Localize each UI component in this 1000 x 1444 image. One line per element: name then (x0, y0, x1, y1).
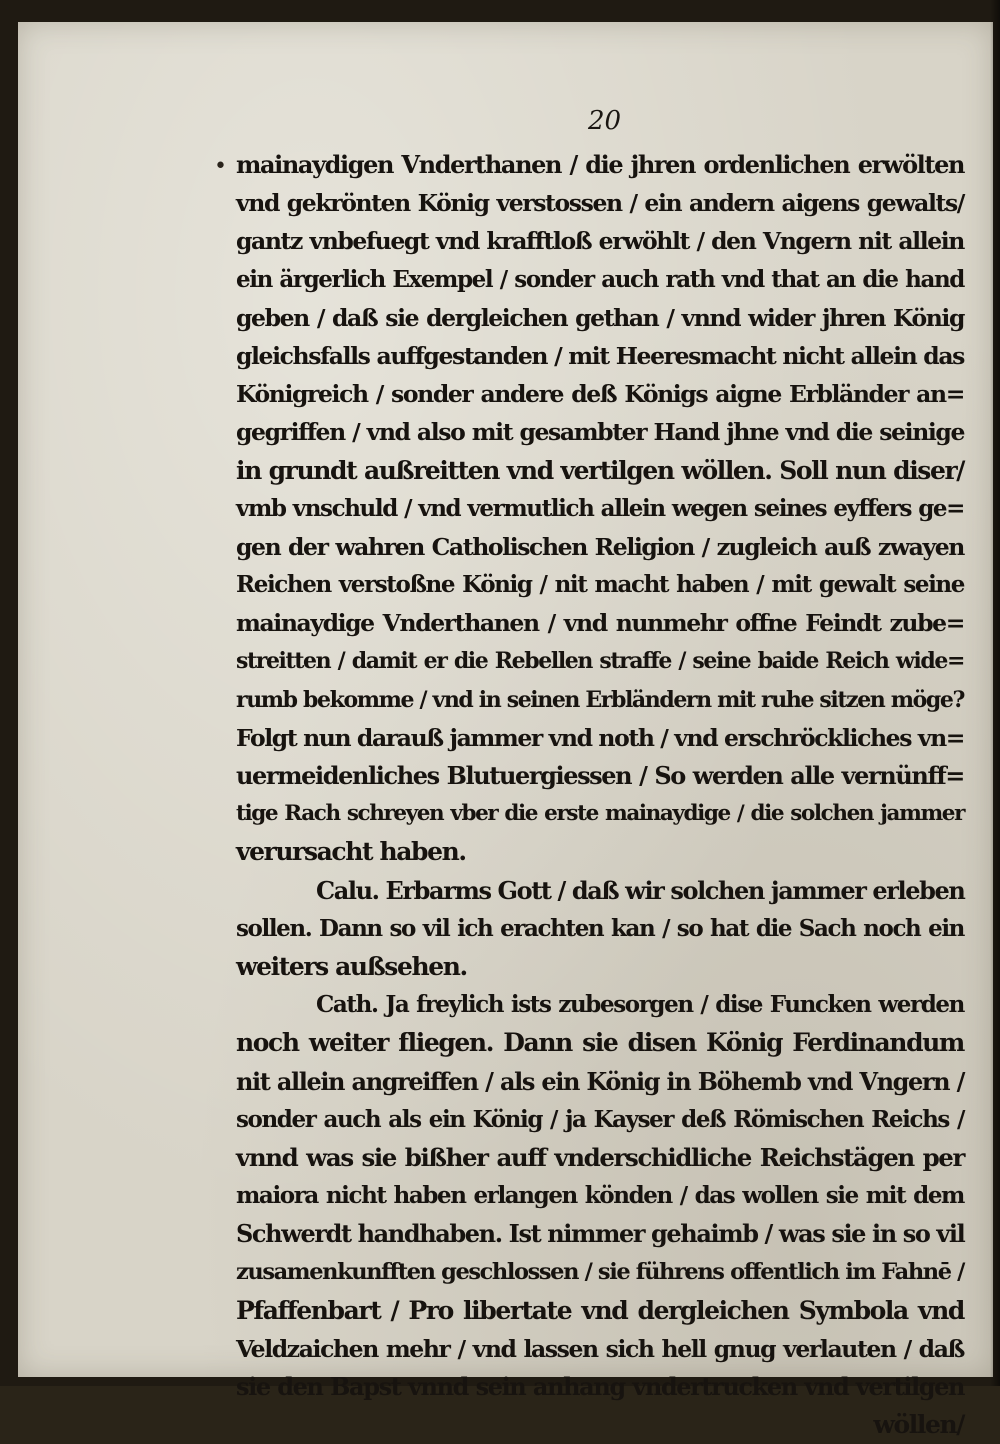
margin-mark: • (214, 154, 227, 179)
text-line: Pfaffenbart / Pro libertate vnd dergleichen Symbola vnd (236, 1295, 964, 1325)
text-line: Cath. Ja freylich ists zubesorgen / dise Funcken werden (316, 991, 964, 1019)
text-line: nit allein angreiffen / als ein König in Böhemb vnd Vngern / (236, 1066, 964, 1096)
catchword: wöllen/ (873, 1410, 964, 1440)
text-line: Calu. Erbarms Gott / daß wir solchen jammer erleben (316, 875, 965, 905)
text-line: mainaydige Vnderthanen / vnd nunmehr offne Feindt zube= (236, 609, 964, 638)
text-line: vmb vnschuld / vnd vermutlich allein wegen seines eyffers ge= (236, 494, 964, 522)
text-line: tige Rach schreyen vber die erste mainaydige / die solchen jammer (236, 801, 964, 827)
text-line: maiora nicht haben erlangen könden / das wollen sie mit dem (236, 1182, 964, 1210)
scan-edge-shadow (990, 0, 1000, 1386)
text-line: uermeidenliches Blutuergiessen / So werden alle vernünff= (236, 761, 964, 790)
text-line: rumb bekomme / vnd in seinen Erbländern mit ruhe sitzen möge? (236, 686, 964, 713)
text-line: Schwerdt handhaben. Ist nimmer gehaimb / was sie in so vil (236, 1219, 965, 1249)
text-line: streitten / damit er die Rebellen straffe / seine baide Reich wide= (236, 648, 964, 675)
body-text (236, 146, 964, 1444)
text-line: vnd gekrönten König verstossen / ein andern aigens gewalts/ (236, 189, 964, 218)
text-line: sie den Bapst vnnd sein anhang vndertrucken vnd vertilgen (236, 1372, 964, 1401)
text-line: verursacht haben. (236, 837, 466, 867)
text-line: gen der wahren Catholischen Religion / zugleich auß zwayen (236, 532, 964, 561)
page-number: 20 (588, 106, 622, 136)
text-line: mainaydigen Vnderthanen / die jhren ordenlichen erwölten (236, 150, 964, 179)
text-line: gegriffen / vnd also mit gesambter Hand jhne vnd die seinige (236, 418, 964, 447)
text-line: in grundt außreitten vnd vertilgen wöllen. Soll nun diser/ (236, 455, 964, 485)
text-line: Königreich / sonder andere deß Königs aigne Erbländer an= (236, 380, 964, 409)
text-line: gleichsfalls auffgestanden / mit Heeresmacht nicht allein das (236, 341, 964, 370)
text-line: noch weiter fliegen. Dann sie disen König Ferdinandum (236, 1028, 964, 1058)
text-line: Reichen verstoßne König / nit macht haben / mit gewalt seine (236, 571, 964, 599)
text-line: geben / daß sie dergleichen gethan / vnnd wider jhren König (236, 303, 964, 332)
text-line: Folgt nun darauß jammer vnd noth / vnd erschröckliches vn= (236, 723, 965, 752)
document-page (18, 22, 993, 1440)
text-line: sonder auch als ein König / ja Kayser deß Römischen Reichs / (236, 1105, 964, 1133)
text-line: Veldzaichen mehr / vnd lassen sich hell gnug verlauten / daß (236, 1334, 964, 1363)
text-line: gantz vnbefuegt vnd krafftloß erwöhlt / den Vngern nit allein (236, 227, 964, 256)
text-line: zusamenkunfften geschlossen / sie führens offentlich im Fahnē / (236, 1259, 964, 1286)
text-line: vnnd was sie bißher auff vnderschidliche Reichstägen per (236, 1142, 964, 1172)
text-line: weiters außsehen. (236, 951, 467, 981)
text-line: sollen. Dann so vil ich erachten kan / so hat die Sach noch ein (236, 914, 964, 942)
text-line: ein ärgerlich Exempel / sonder auch rath vnd that an die hand (236, 265, 964, 293)
